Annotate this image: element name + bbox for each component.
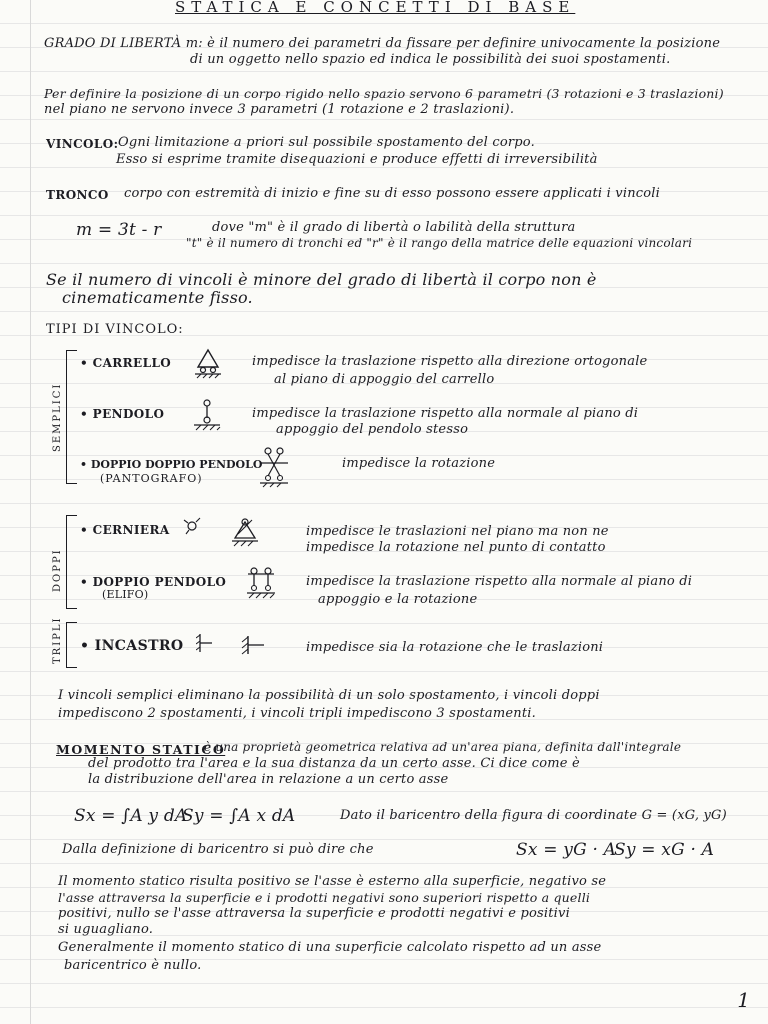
doppio-pendolo-symbol-icon	[244, 566, 278, 600]
posizione-line-2: nel piano ne servono invece 3 parametri (1 rotazione e 2 traslazioni).	[44, 102, 515, 117]
baricentro-text: Dato il baricentro della figura di coordinate G = (xG, yG)	[340, 808, 727, 823]
segno-line-3: positivi, nullo se l'asse attraversa la superficie e prodotti negativi e positivi	[58, 906, 570, 921]
cerniera-desc-1: impedisce le traslazioni nel piano ma non ne	[306, 524, 609, 539]
formula-desc-1: dove "m" è il grado di libertà o labilità della struttura	[212, 220, 576, 235]
pantografo-symbol-icon	[254, 446, 294, 488]
incastro-name: • INCASTRO	[80, 638, 184, 654]
doppi-label: DOPPI	[52, 548, 63, 592]
doppio-pendolo-desc-1: impedisce la traslazione rispetto alla normale al piano di	[306, 574, 693, 589]
tripli-label: TRIPLI	[52, 616, 63, 664]
dalle-text: Dalla definizione di baricentro si può dire che	[62, 842, 374, 857]
carrello-name: • CARRELLO	[80, 356, 172, 370]
general-line-1: Generalmente il momento statico di una superficie calcolato rispetto ad un asse	[58, 940, 602, 955]
semplici-bracket	[66, 350, 77, 484]
general-line-2: baricentrico è nullo.	[64, 958, 202, 973]
carrello-symbol-icon	[192, 347, 224, 379]
grado-line-1: GRADO DI LIBERTÀ m: è il numero dei parametri da fissare per definire univocamente la posizione	[44, 36, 721, 51]
doppio-doppio-name: • DOPPIO DOPPIO PENDOLO	[80, 458, 263, 471]
momento-line-3: la distribuzione dell'area in relazione a un certo asse	[88, 772, 449, 787]
doppio-doppio-sub: (PANTOGRAFO)	[100, 472, 203, 485]
sy-g-formula: Sy = xG · A	[614, 840, 715, 860]
labile-line-1: Se il numero di vincoli è minore del grado di libertà il corpo non è	[46, 270, 597, 289]
doppio-pendolo-sub: (ELIFO)	[102, 588, 149, 601]
sy-integral-formula: Sy = ∫A x dA	[182, 806, 296, 826]
labile-line-2: cinematicamente fisso.	[62, 288, 253, 307]
pendolo-desc-2: appoggio del pendolo stesso	[276, 422, 469, 437]
carrello-desc-2: al piano di appoggio del carrello	[274, 372, 495, 387]
doppio-pendolo-desc-2: appoggio e la rotazione	[318, 592, 478, 607]
incastro-small-icon	[196, 632, 214, 654]
sx-g-formula: Sx = yG · A	[516, 840, 617, 860]
cerniera-desc-2: impedisce la rotazione nel punto di contatto	[306, 540, 606, 555]
page-number: 1	[737, 988, 750, 1012]
momento-line-2: del prodotto tra l'area e la sua distanza da un certo asse. Ci dice come è	[88, 756, 580, 771]
posizione-line-1: Per definire la posizione di un corpo rigido nello spazio servono 6 parametri (3 rotazioni e 3 traslazioni)	[44, 86, 724, 101]
tipi-heading: TIPI DI VINCOLO:	[46, 322, 184, 337]
doppio-pendolo-name: • DOPPIO PENDOLO	[80, 575, 227, 589]
momento-line-1: è una proprietà geometrica relativa ad un'area piana, definita dall'integrale	[204, 740, 682, 754]
formula-desc-2: "t" è il numero di tronchi ed "r" è il rango della matrice delle equazioni vincolari	[186, 236, 693, 250]
tripli-bracket	[66, 622, 77, 668]
vincolo-line-1: Ogni limitazione a priori sul possibile spostamento del corpo.	[118, 135, 535, 150]
segno-line-2: l'asse attraversa la superficie e i prodotti negativi sono superiori rispetto a quelli	[58, 890, 591, 905]
formula-labilita: m = 3t - r	[76, 220, 162, 240]
vincolo-label: VINCOLO:	[46, 137, 119, 151]
cerniera-hinge-icon	[180, 514, 204, 538]
vincolo-line-2: Esso si esprime tramite disequazioni e produce effetti di irreversibilità	[116, 152, 598, 167]
cerniera-symbol-icon	[230, 512, 260, 548]
doppio-doppio-desc: impedisce la rotazione	[342, 456, 496, 471]
incastro-desc: impedisce sia la rotazione che le traslazioni	[306, 640, 604, 655]
carrello-desc-1: impedisce la traslazione rispetto alla direzione ortogonale	[252, 354, 648, 369]
tronco-line-1: corpo con estremità di inizio e fine su di esso possono essere applicati i vincoli	[124, 186, 661, 201]
margin-line	[30, 0, 31, 1024]
momento-label: MOMENTO STATICO	[56, 742, 226, 757]
semplici-label: SEMPLICI	[52, 382, 63, 452]
incastro-symbol-icon	[240, 634, 266, 656]
grado-line-2: di un oggetto nello spazio ed indica le possibilità dei suoi spostamenti.	[190, 52, 671, 67]
pendolo-symbol-icon	[190, 398, 224, 432]
segno-line-4: si uguagliano.	[58, 922, 154, 937]
sx-integral-formula: Sx = ∫A y dA	[74, 806, 188, 826]
riassunto-line-1: I vincoli semplici eliminano la possibilità di un solo spostamento, i vincoli doppi	[58, 688, 600, 703]
pendolo-name: • PENDOLO	[80, 407, 165, 421]
segno-line-1: Il momento statico risulta positivo se l'asse è esterno alla superficie, negativo se	[58, 874, 607, 889]
doppi-bracket	[66, 515, 77, 609]
cerniera-name: • CERNIERA	[80, 523, 170, 537]
tronco-label: TRONCO	[46, 188, 109, 202]
page-title: STATICA E CONCETTI DI BASE	[175, 0, 576, 16]
pendolo-desc-1: impedisce la traslazione rispetto alla normale al piano di	[252, 406, 639, 421]
riassunto-line-2: impediscono 2 spostamenti, i vincoli tripli impediscono 3 spostamenti.	[58, 706, 536, 721]
